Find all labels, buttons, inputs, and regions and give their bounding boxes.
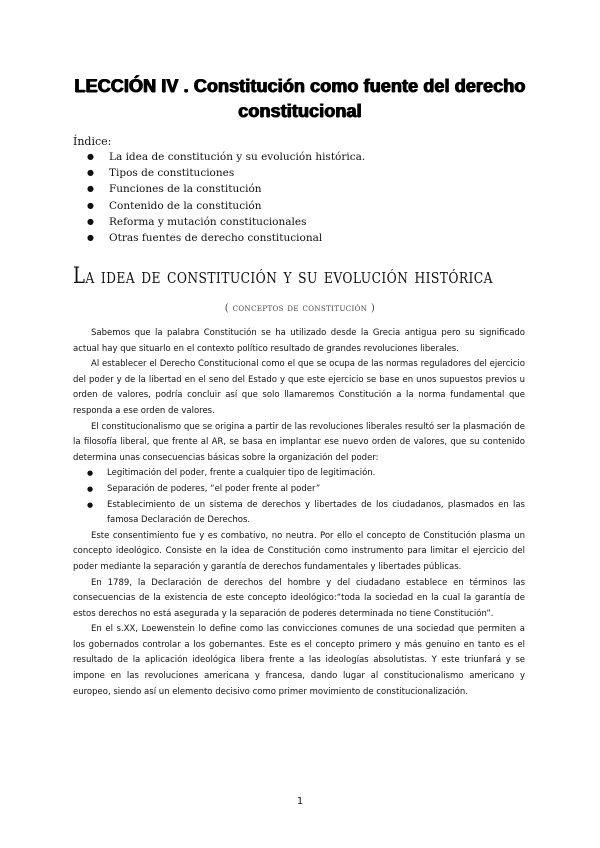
index-label: Índice:	[73, 135, 112, 148]
bullet-item: ● Legitimación del poder, frente a cualquier tipo de legitimación.	[73, 466, 525, 482]
paragraph: Este consentimiento fue y es combativo, no neutra. Por ello el concepto de Constitución plasma un concepto ideológico. Consiste en la idea de Constitución como instrumento para limitar el ejercicio del poder mediante la separación y garantía de derechos fundamentales y libertades públicas.	[73, 530, 525, 572]
paragraph: El constitucionalismo que se origina a partir de las revoluciones liberales resultó ser la plasmación de la filosofía liberal, que frente al AR, se basa en implantar ese nuevo orden de valores, que su contenido determina unas consecuencias básicas sobre la organización del poder:	[73, 421, 525, 463]
paragraph: En el s.XX, Loewenstein lo define como las convicciones comunes de una sociedad que permiten a los gobernados controlar a los gobernantes. Este es el concepto primero y más genuino en tanto es el resultado de la aplicación ideológica libera frente a las ideologías absolutistas. Y este triunfará y se impone en las revoluciones americana y francesa, dando lugar al constitucionalismo americano y europeo, siendo así un elemento decisivo como primer movimiento de constitucionalización.	[73, 624, 525, 697]
index-item: ● Contenido de la constitución	[73, 198, 365, 214]
index-item: ● Reforma y mutación constitucionales	[73, 214, 365, 230]
bullet-list	[73, 466, 525, 528]
page-number: 1	[296, 796, 304, 807]
paragraph: Sabemos que la palabra Constitución se ha utilizado desde la Grecia antigua pero su significado actual hay que situarlo en el contexto político resultado de grandes revoluciones liberales.	[73, 328, 525, 354]
section-heading: La idea de constitución y su evolución histórica	[73, 264, 493, 289]
lesson-title: LECCIÓN IV . Constitución como fuente del derecho constitucional	[74, 76, 526, 121]
section-subtitle: ( conceptos de constitución )	[224, 303, 376, 314]
bullet-item: ● Establecimiento de un sistema de derechos y libertades de los ciudadanos, plasmados en las famosa Declaración de Derechos.	[73, 498, 525, 529]
index-item: ● La idea de constitución y su evolución histórica.	[73, 149, 365, 165]
paragraph: En 1789, la Declaración de derechos del hombre y del ciudadano establece en términos las consecuencias de la existencia de este concepto ideológico:“toda la sociedad en la cual la garantía de estos derechos no está asegurada y la separación de poderes determinada no tiene Constitución”.	[73, 577, 525, 619]
index-item: ● Tipos de constituciones	[73, 165, 365, 181]
index-item: ● Otras fuentes de derecho constitucional	[73, 230, 365, 246]
body-text	[73, 326, 525, 700]
paragraph: Al establecer el Derecho Constitucional como el que se ocupa de las normas reguladores del ejercicio del poder y de la libertad en el seno del Estado y que este ejercicio se base en unos supuestos previos u orden de valores, podría concluir así que solo llamaremos Constitución a la norma fundamental que responda a ese orden de valores.	[73, 359, 525, 416]
index-list	[73, 149, 365, 246]
index-item: ● Funciones de la constitución	[73, 181, 365, 197]
bullet-item: ● Separación de poderes, “el poder frente al poder”	[73, 482, 525, 498]
